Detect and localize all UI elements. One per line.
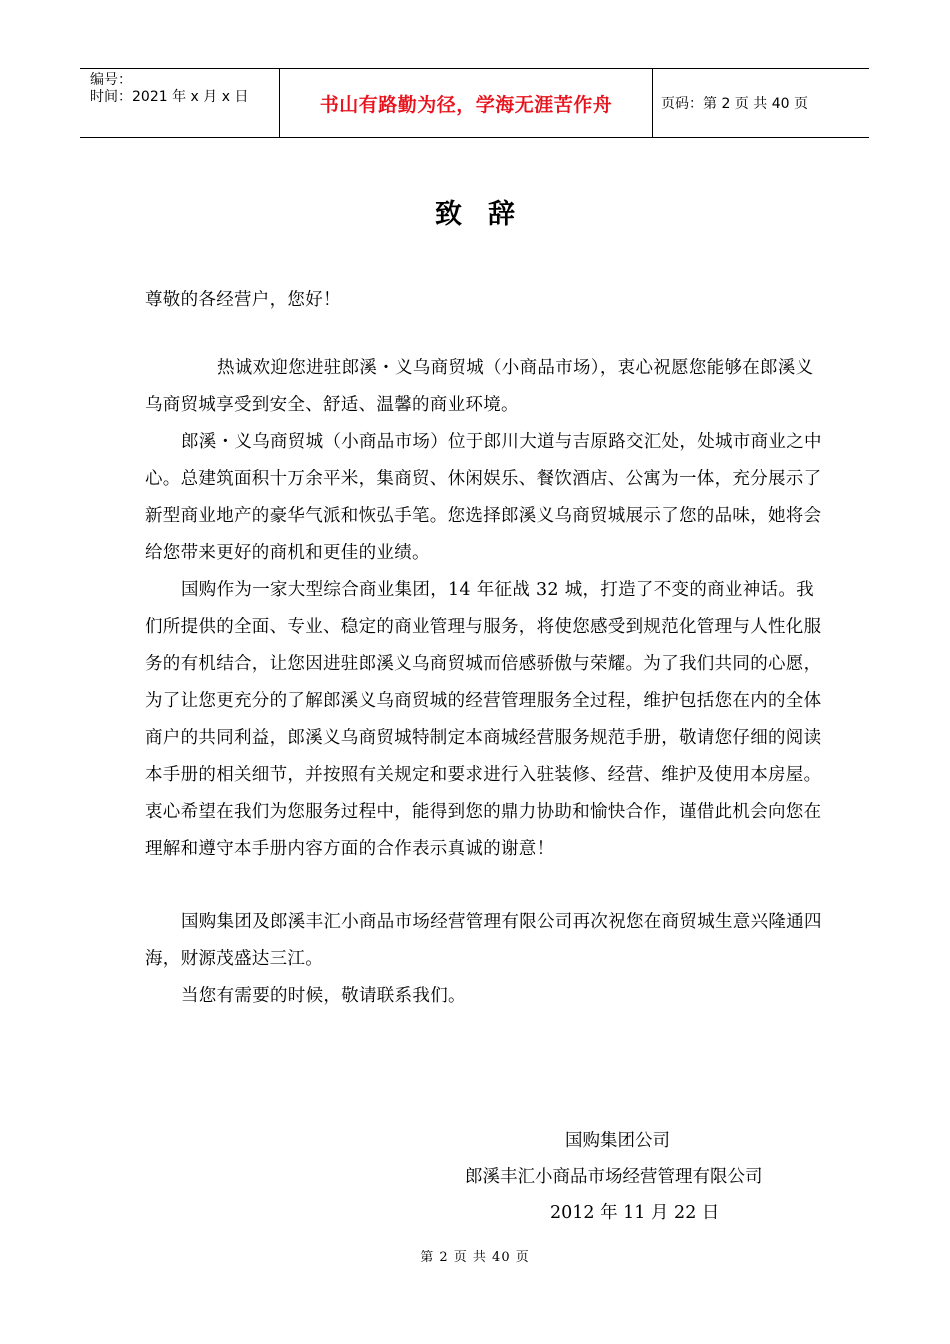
paragraph-2: 郎溪・义乌商贸城（小商品市场）位于郎川大道与吉原路交汇处，处城市商业之中心。总建筑面积十万余平米，集商贸、休闲娱乐、餐饮酒店、公寓为一体，充分展示了新型商业地产的豪华气派和恢弘手笔。您选择郎溪义乌商贸城展示了您的品味，她将会给您带来更好的商机和更佳的业绩。 <box>145 432 822 563</box>
header-meta <box>80 69 280 137</box>
header-motto: 书山有路勤为径，学海无涯苦作舟 <box>280 69 653 137</box>
signature-org-1: 国购集团公司 <box>565 1131 670 1151</box>
page-title: 致辞 <box>435 199 541 230</box>
paragraph-4: 国购集团及郎溪丰汇小商品市场经营管理有限公司再次祝您在商贸城生意兴隆通四海，财源茂盛达三江。 <box>145 912 822 969</box>
page-header <box>80 68 869 138</box>
paragraph-1: 热诚欢迎您进驻郎溪・义乌商贸城（小商品市场），衷心祝愿您能够在郎溪义乌商贸城享受到安全、舒适、温馨的商业环境。 <box>145 358 814 415</box>
greeting: 尊敬的各经营户，您好！ <box>145 290 341 310</box>
paragraph-5: 当您有需要的时候，敬请联系我们。 <box>181 986 466 1006</box>
page-footer: 第 2 页 共 40 页 <box>420 1250 530 1265</box>
header-page-info: 页码：第 2 页 共 40 页 <box>661 96 808 112</box>
signature-org-2: 郎溪丰汇小商品市场经营管理有限公司 <box>465 1167 763 1187</box>
signature-date: 2012 年 11 月 22 日 <box>550 1203 720 1223</box>
time-label: 时间：2021 年 x 月 x 日 <box>90 89 249 105</box>
number-label: 编号： <box>90 72 132 88</box>
paragraph-3: 国购作为一家大型综合商业集团，14 年征战 32 城，打造了不变的商业神话。我们所提供的全面、专业、稳定的商业管理与服务，将使您感受到规范化管理与人性化服务的有机结合，让您因进驻郎溪义乌商贸城而倍感骄傲与荣耀。为了我们共同的心愿，为了让您更充分的了解郎溪义乌商贸城的经营管理服务全过程，维护包括您在内的全体商户的共同利益，郎溪义乌商贸城特制定本商城经营服务规范手册，敬请您仔细的阅读本手册的相关细节，并按照有关规定和要求进行入驻装修、经营、维护及使用本房屋。衷心希望在我们为您服务过程中，能得到您的鼎力协助和愉快合作，谨借此机会向您在理解和遵守本手册内容方面的合作表示真诚的谢意！ <box>145 580 822 859</box>
